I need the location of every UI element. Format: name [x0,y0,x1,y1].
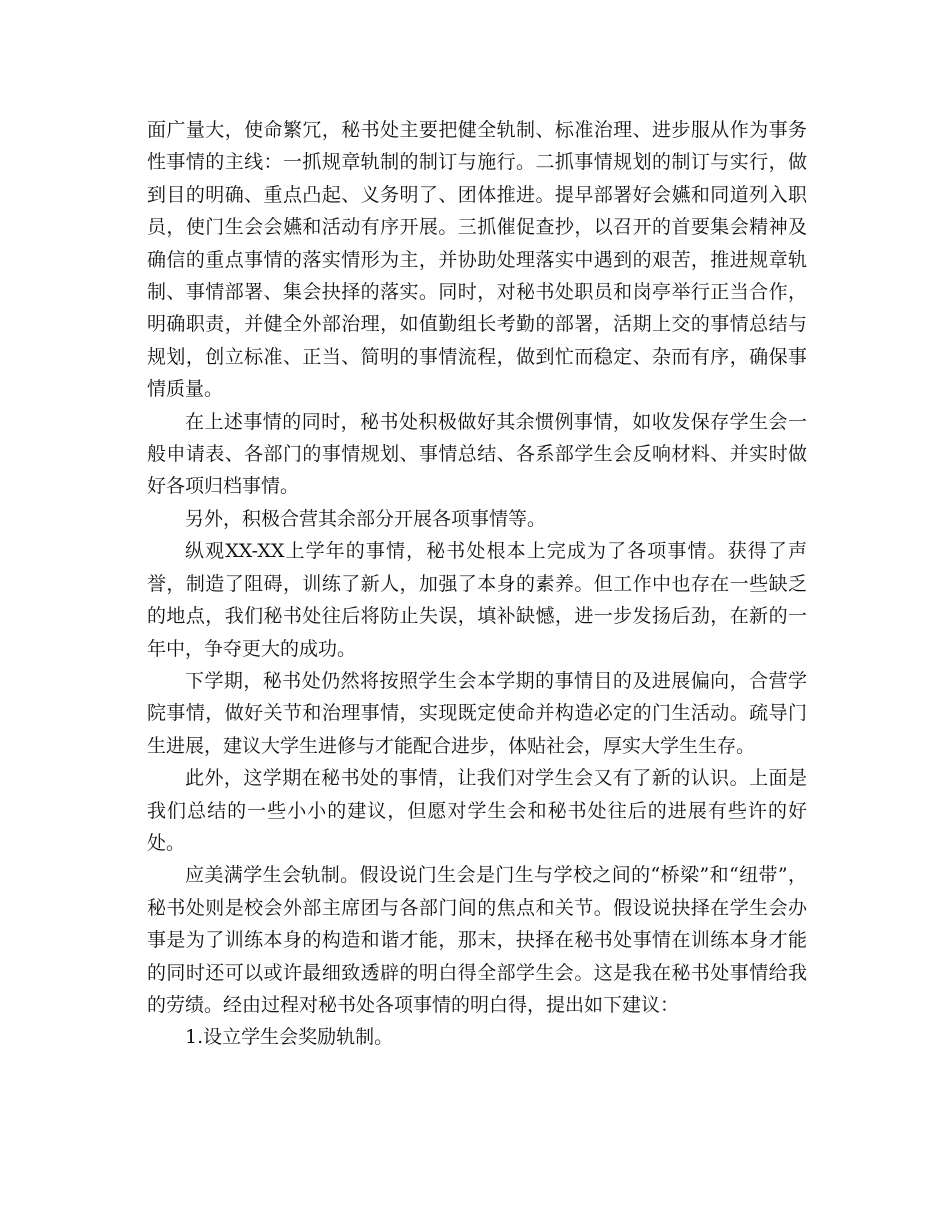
list-item-1: 1.设立学生会奖励轨制。 [185,1026,394,1049]
document-body [147,114,807,1054]
paragraph-5: 下学期，秘书处仍然将按照学生会本学期的事情目的及进展偏向，合营学院事情，做好关节和治理事情，实现既定使命并构造必定的门生活动。疏导门生进展，建议大学生进修与才能配合进步，体贴社会，厚实大学生生存。 [147,669,807,757]
paragraph-4: 纵观XX-XX上学年的事情，秘书处根本上完成为了各项事情。获得了声誉，制造了阻碍，训练了新人，加强了本身的素养。但工作中也存在一些缺乏的地点，我们秘书处往后将防止失误，填补缺憾，进一步发扬后劲，在新的一年中，争夺更大的成功。 [147,540,807,660]
paragraph-3: 另外，积极合营其余部分开展各项事情等。 [185,507,547,530]
paragraph-7: 应美满学生会轨制。假设说门生会是门生与学校之间的“桥梁”和“纽带”，秘书处则是校会外部主席团与各部门间的焦点和关节。假设说抉择在学生会办事是为了训练本身的构造和谐才能，那末，抉择在秘书处事情在训练本身才能的同时还可以或许最细致透辟的明白得全部学生会。这是我在秘书处事情给我的劳绩。经由过程对秘书处各项事情的明白得，提出如下建议： [147,864,807,1016]
paragraph-2: 在上述事情的同时，秘书处积极做好其余惯例事情，如收发保存学生会一般申请表、各部门的事情规划、事情总结、各系部学生会反响材料、并实时做好各项归档事情。 [147,410,807,498]
paragraph-6: 此外，这学期在秘书处的事情，让我们对学生会又有了新的认识。上面是我们总结的一些小小的建议，但愿对学生会和秘书处往后的进展有些许的好处。 [147,767,807,854]
paragraph-1: 面广量大，使命繁冗，秘书处主要把健全轨制、标准治理、进步服从作为事务性事情的主线：一抓规章轨制的制订与施行。二抓事情规划的制订与实行，做到目的明确、重点凸起、义务明了、团体推进。提早部署好会嬿和同道列入职员，使门生会会嬿和活动有序开展。三抓催促查抄，以召开的首要集会精神及确信的重点事情的落实情形为主，并协助处理落实中遇到的艰苦，推进规章轨制、事情部署、集会抉择的落实。同时，对秘书处职员和岗亭举行正当合作，明确职责，并健全外部治理，如值勤组长考勤的部署，活期上交的事情总结与规划，创立标准、正当、简明的事情流程，做到忙而稳定、杂而有序，确保事情质量。 [147,119,807,401]
